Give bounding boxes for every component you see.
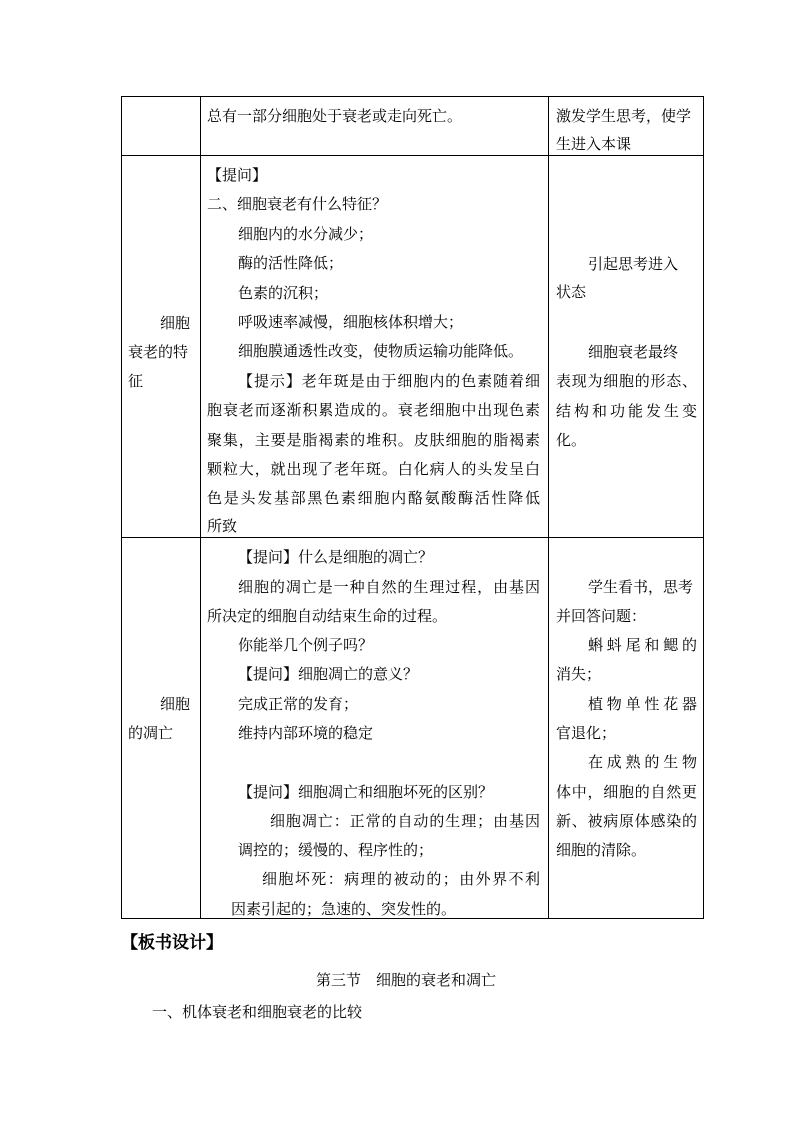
row-label-line: 细胞	[160, 314, 191, 332]
note-line: 学生看书，思考	[588, 578, 694, 596]
content-line: 胞衰老而逐渐积累造成的。衰老细胞中出现色素	[207, 401, 540, 419]
table-divider-2	[548, 96, 549, 918]
content-line: 维持内部环境的稳定	[238, 724, 374, 742]
note-line: 化。	[556, 431, 587, 449]
note-line: 细胞的清除。	[556, 841, 647, 859]
content-line: 酶的活性降低；	[238, 254, 344, 272]
board-item: 一、机体衰老和细胞衰老的比较	[152, 1003, 363, 1021]
board-heading: 【板书设计】	[121, 933, 223, 953]
table-row-separator-1	[121, 155, 704, 156]
row-label-line: 衰老的特	[128, 343, 189, 361]
content-line: 【提问】细胞凋亡的意义？	[238, 665, 419, 683]
content-line: 细胞的凋亡是一种自然的生理过程，由基因	[238, 578, 540, 596]
row-label-line: 征	[128, 372, 144, 390]
note-line: 体中，细胞的自然更	[556, 783, 697, 801]
content-line: 你能举几个例子吗？	[238, 636, 374, 654]
content-line: 细胞凋亡：正常的自动的生理；由基因	[270, 812, 540, 830]
table-row-separator-2	[121, 537, 704, 538]
note-line: 植物单性花器	[588, 695, 697, 713]
content-line: 细胞坏死：病理的被动的；由外界不利	[262, 870, 540, 888]
note-line: 官退化；	[556, 724, 617, 742]
content-line: 调控的；缓慢的、程序性的；	[238, 841, 434, 859]
content-line: 色素的沉积；	[238, 284, 329, 302]
table-divider-1	[200, 96, 201, 918]
content-line: 聚集，主要是脂褐素的堆积。皮肤细胞的脂褐素	[207, 431, 540, 449]
content-line: 二、细胞衰老有什么特征？	[207, 195, 388, 213]
content-line: 【提示】老年斑是由于细胞内的色素随着细	[238, 372, 540, 390]
content-line: 所决定的细胞自动结束生命的过程。	[207, 607, 448, 625]
content-line: 细胞膜通透性改变，使物质运输功能降低。	[238, 342, 524, 360]
row-label-line: 的凋亡	[128, 724, 174, 742]
board-section-title: 第三节 细胞的衰老和凋亡	[316, 971, 497, 989]
note-line: 蝌蚪尾和鳃的	[588, 636, 697, 654]
note-line: 状态	[556, 283, 587, 301]
content-line: 色是头发基部黑色素细胞内酪氨酸酶活性降低	[207, 489, 540, 507]
table-border-top	[121, 96, 704, 97]
content-line: 【提问】细胞凋亡和细胞坏死的区别？	[238, 783, 494, 801]
table-border-right	[703, 96, 704, 918]
note-line: 激发学生思考，使学	[556, 107, 692, 125]
content-line: 因素引起的；急速的、突发性的。	[231, 900, 457, 918]
note-line: 表现为细胞的形态、	[556, 372, 697, 390]
content-line: 所致	[207, 517, 238, 535]
content-line: 颗粒大，就出现了老年斑。白化病人的头发呈白	[207, 460, 540, 478]
content-line: 呼吸速率减慢，细胞核体积增大；	[238, 313, 464, 331]
note-line: 新、被病原体感染的	[556, 812, 697, 830]
note-line: 并回答问题：	[556, 607, 647, 625]
row-label-line: 细胞	[160, 695, 191, 713]
note-line: 细胞衰老最终	[588, 343, 679, 361]
content-line: 细胞内的水分减少；	[238, 225, 374, 243]
note-line: 在成熟的生物	[588, 753, 697, 771]
table-border-left	[121, 96, 122, 918]
note-line: 消失；	[556, 665, 602, 683]
content-line: 完成正常的发育；	[238, 695, 359, 713]
note-line: 生进入本课	[556, 135, 632, 153]
content-line: 总有一部分细胞处于衰老或走向死亡。	[207, 107, 463, 125]
note-line: 引起思考进入	[588, 255, 679, 273]
note-line: 结构和功能发生变	[556, 402, 697, 420]
content-line: 【提问】什么是细胞的凋亡？	[238, 548, 434, 566]
content-line: 【提问】	[207, 166, 268, 184]
